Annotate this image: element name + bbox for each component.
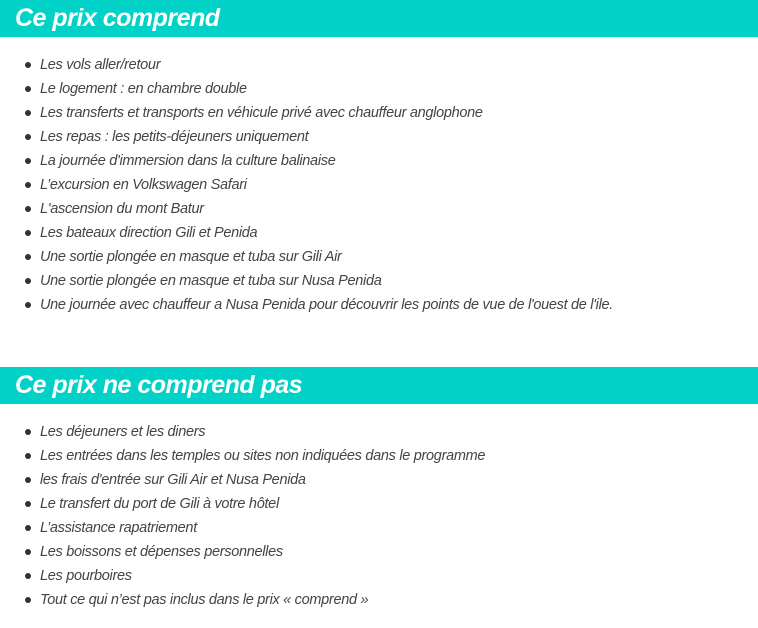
bullet-icon <box>25 62 31 68</box>
excluded-section-header <box>0 367 758 404</box>
included-list-item <box>0 53 613 77</box>
bullet-icon <box>25 206 31 212</box>
excluded-item-text: Les pourboires <box>40 568 132 584</box>
excluded-list-item <box>0 420 485 444</box>
excluded-section-title: Ce prix ne comprend pas <box>15 371 303 399</box>
included-list-item <box>0 125 613 149</box>
excluded-list-item <box>0 564 485 588</box>
excluded-list-item <box>0 540 485 564</box>
excluded-item-text: Tout ce qui n’est pas inclus dans le prix « comprend » <box>40 592 369 608</box>
included-item-text: Une sortie plongée en masque et tuba sur Gili Air <box>40 249 342 265</box>
bullet-icon <box>25 158 31 164</box>
included-item-text: L’excursion en Volkswagen Safari <box>40 177 247 193</box>
included-items-list <box>0 53 613 317</box>
bullet-icon <box>25 110 31 116</box>
included-item-text: Le logement : en chambre double <box>40 81 247 97</box>
bullet-icon <box>25 278 31 284</box>
included-list-item <box>0 149 613 173</box>
included-list-item <box>0 101 613 125</box>
bullet-icon <box>25 477 31 483</box>
bullet-icon <box>25 302 31 308</box>
excluded-items-list <box>0 420 485 612</box>
included-list-item <box>0 197 613 221</box>
included-item-text: Les vols aller/retour <box>40 57 161 73</box>
bullet-icon <box>25 134 31 140</box>
excluded-item-text: Les entrées dans les temples ou sites non indiquées dans le programme <box>40 448 486 464</box>
excluded-item-text: L’assistance rapatriement <box>40 520 197 536</box>
bullet-icon <box>25 549 31 555</box>
excluded-item-text: Les déjeuners et les diners <box>40 424 206 440</box>
bullet-icon <box>25 429 31 435</box>
included-list-item <box>0 77 613 101</box>
bullet-icon <box>25 525 31 531</box>
included-item-text: Les repas : les petits-déjeuners uniquement <box>40 129 309 145</box>
bullet-icon <box>25 597 31 603</box>
excluded-list-item <box>0 516 485 540</box>
excluded-list-item <box>0 444 485 468</box>
excluded-list-item <box>0 492 485 516</box>
excluded-item-text: les frais d'entrée sur Gili Air et Nusa Penida <box>40 472 306 488</box>
bullet-icon <box>25 453 31 459</box>
included-list-item <box>0 173 613 197</box>
excluded-item-text: Le transfert du port de Gili à votre hôtel <box>40 496 279 512</box>
bullet-icon <box>25 254 31 260</box>
included-item-text: La journée d'immersion dans la culture balinaise <box>40 153 336 169</box>
bullet-icon <box>25 573 31 579</box>
included-list-item <box>0 245 613 269</box>
excluded-list-item <box>0 588 485 612</box>
included-list-item <box>0 221 613 245</box>
bullet-icon <box>25 182 31 188</box>
included-item-text: Les bateaux direction Gili et Penida <box>40 225 258 241</box>
included-section-header <box>0 0 758 37</box>
included-item-text: Les transferts et transports en véhicule privé avec chauffeur anglophone <box>40 105 483 121</box>
excluded-list-item <box>0 468 485 492</box>
included-list-item <box>0 269 613 293</box>
excluded-item-text: Les boissons et dépenses personnelles <box>40 544 283 560</box>
included-item-text: Une journée avec chauffeur a Nusa Penida pour découvrir les points de vue de l'ouest de l'ile. <box>40 297 614 313</box>
included-section-title: Ce prix comprend <box>15 4 220 32</box>
bullet-icon <box>25 501 31 507</box>
bullet-icon <box>25 230 31 236</box>
included-item-text: Une sortie plongée en masque et tuba sur Nusa Penida <box>40 273 382 289</box>
included-item-text: L'ascension du mont Batur <box>40 201 204 217</box>
bullet-icon <box>25 86 31 92</box>
included-list-item <box>0 293 613 317</box>
